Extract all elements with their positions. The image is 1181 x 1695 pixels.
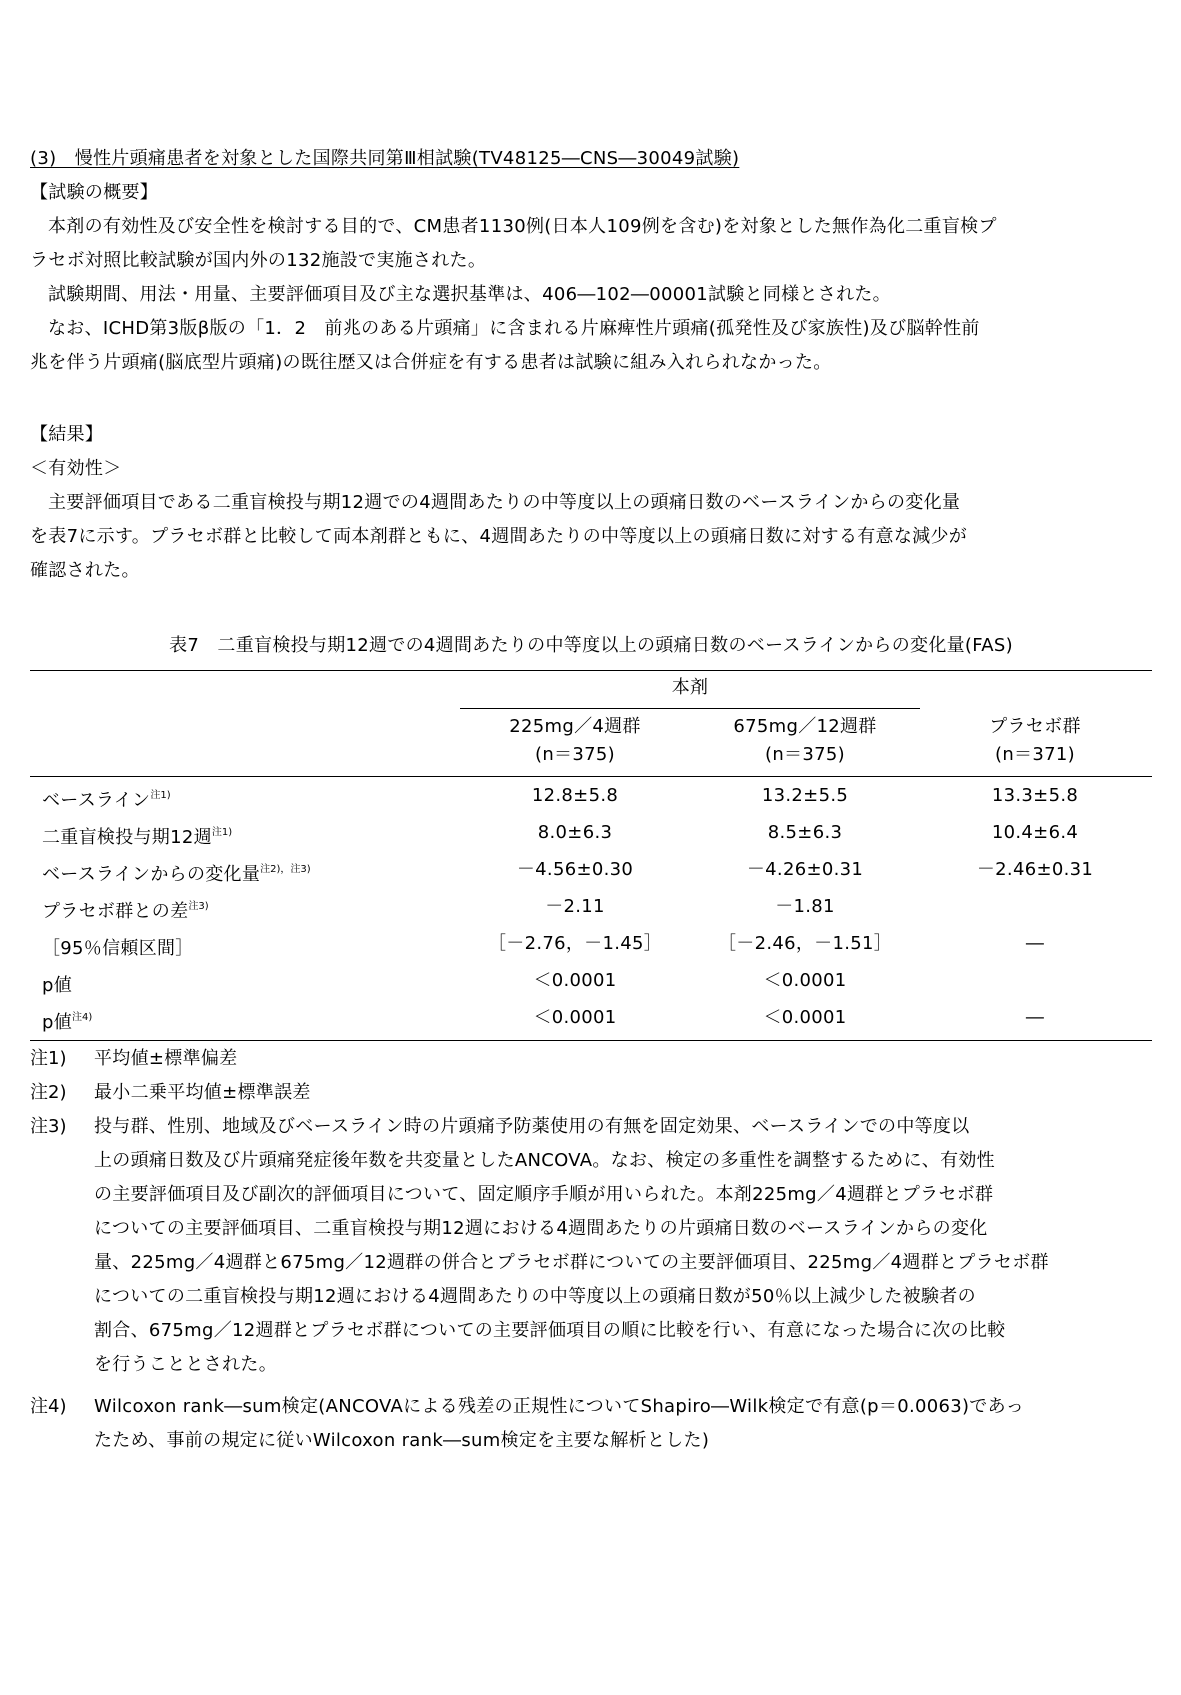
- note-text: たため、事前の規定に従いWilcoxon rank―sum検定を主要な解析とした): [94, 1430, 710, 1451]
- table-row-label: p値$^{注4)}$: [42, 1012, 93, 1033]
- note-text: についての二重盲検投与期12週における4週間あたりの中等度以上の頭痛日数が50％以上減少した被験者の: [94, 1286, 976, 1307]
- table-cell: ［－2.46，－1.51］: [717, 933, 893, 954]
- column-header-675mg: 675mg／12週群: [733, 716, 877, 737]
- group-header: 本剤: [671, 677, 709, 698]
- table-cell: －2.11: [545, 896, 605, 917]
- table-header-rule: [30, 776, 1152, 777]
- note-text: についての主要評価項目、二重盲検投与期12週における4週間あたりの片頭痛日数のベースラインからの変化: [94, 1218, 988, 1239]
- table-cell: ＜0.0001: [763, 970, 847, 991]
- overview-line: 本剤の有効性及び安全性を検討する目的で、CM患者1130例(日本人109例を含む)を対象とした無作為化二重盲検プ: [48, 216, 997, 237]
- table-cell: ［－2.76，－1.45］: [487, 933, 663, 954]
- note-tag: 注2): [30, 1082, 67, 1103]
- overview-line: ラセボ対照比較試験が国内外の132施設で実施された。: [30, 250, 487, 271]
- note-text: を行うこととされた。: [94, 1354, 277, 1375]
- column-header-225mg: 225mg／4週群: [509, 716, 641, 737]
- section-heading: (3) 慢性片頭痛患者を対象とした国際共同第Ⅲ相試験(TV48125―CNS―30049試験): [30, 148, 740, 169]
- table-caption: 表7 二重盲検投与期12週での4週間あたりの中等度以上の頭痛日数のベースラインからの変化量(FAS): [169, 635, 1013, 656]
- overview-line: 試験期間、用法・用量、主要評価項目及び主な選択基準は、406―102―00001試験と同様とされた。: [48, 284, 891, 305]
- table-row-label: ［95％信頼区間］: [42, 938, 194, 959]
- table-row-label: ベースラインからの変化量$^{注2),注3)}$: [42, 864, 311, 885]
- table-cell: ＜0.0001: [763, 1007, 847, 1028]
- efficacy-title: ＜有効性＞: [30, 458, 122, 479]
- results-title: 【結果】: [30, 424, 104, 445]
- column-n-placebo: (n＝371): [995, 744, 1075, 765]
- table-cell: 8.5±6.3: [767, 822, 843, 843]
- note-text: 量、225mg／4週群と675mg／12週群の併合とプラセボ群についての主要評価項目、225mg／4週群とプラセボ群: [94, 1252, 1049, 1273]
- note-text: 平均値±標準偏差: [94, 1048, 238, 1069]
- note-text: の主要評価項目及び副次的評価項目について、固定順序手順が用いられた。本剤225mg／4週群とプラセボ群: [94, 1184, 994, 1205]
- table-cell: －1.81: [775, 896, 835, 917]
- table-cell: 12.8±5.8: [531, 785, 619, 806]
- efficacy-line: を表7に示す。プラセボ群と比較して両本剤群ともに、4週間あたりの中等度以上の頭痛日数に対する有意な減少が: [30, 526, 968, 547]
- table-cell: 8.0±6.3: [537, 822, 613, 843]
- overview-title: 【試験の概要】: [30, 182, 159, 203]
- note-tag: 注3): [30, 1116, 67, 1137]
- table-cell: ―: [1025, 933, 1045, 954]
- note-text: 最小二乗平均値±標準誤差: [94, 1082, 311, 1103]
- note-text: Wilcoxon rank―sum検定(ANCOVAによる残差の正規性についてShapiro―Wilk検定で有意(p＝0.0063)であっ: [94, 1396, 1025, 1417]
- note-tag: 注1): [30, 1048, 67, 1069]
- table-cell: 13.2±5.5: [761, 785, 849, 806]
- column-header-placebo: プラセボ群: [989, 716, 1081, 737]
- table-top-rule: [30, 670, 1152, 671]
- table-cell: 10.4±6.4: [991, 822, 1079, 843]
- table-cell: －2.46±0.31: [976, 859, 1094, 880]
- table-row-label: ベースライン$^{注1)}$: [42, 790, 171, 811]
- table-cell: －4.56±0.30: [516, 859, 634, 880]
- overview-line: 兆を伴う片頭痛(脳底型片頭痛)の既往歴又は合併症を有する患者は試験に組み入れられなかった。: [30, 352, 832, 373]
- note-text: 投与群、性別、地域及びベースライン時の片頭痛予防薬使用の有無を固定効果、ベースラインでの中等度以: [94, 1116, 970, 1137]
- column-n-225mg: (n＝375): [535, 744, 615, 765]
- table-row-label: 二重盲検投与期12週$^{注1)}$: [42, 827, 233, 848]
- table-bottom-rule: [30, 1040, 1152, 1041]
- table-cell: ＜0.0001: [533, 1007, 617, 1028]
- efficacy-line: 主要評価項目である二重盲検投与期12週での4週間あたりの中等度以上の頭痛日数のベースラインからの変化量: [48, 492, 961, 513]
- note-text: 割合、675mg／12週群とプラセボ群についての主要評価項目の順に比較を行い、有意になった場合に次の比較: [94, 1320, 1006, 1341]
- table-cell: 13.3±5.8: [991, 785, 1079, 806]
- table-cell: ＜0.0001: [533, 970, 617, 991]
- table-row-label: p値: [42, 975, 73, 996]
- efficacy-line: 確認された。: [30, 560, 140, 581]
- column-n-675mg: (n＝375): [765, 744, 845, 765]
- table-cell: －4.26±0.31: [746, 859, 864, 880]
- table-row-label: プラセボ群との差$^{注3)}$: [42, 901, 209, 922]
- group-header-rule: [460, 708, 920, 709]
- note-tag: 注4): [30, 1396, 67, 1417]
- overview-line: なお、ICHD第3版β版の「1．2 前兆のある片頭痛」に含まれる片麻痺性片頭痛(孤発性及び家族性)及び脳幹性前: [48, 318, 980, 339]
- table-cell: ―: [1025, 1007, 1045, 1028]
- note-text: 上の頭痛日数及び片頭痛発症後年数を共変量としたANCOVA。なお、検定の多重性を調整するために、有効性: [94, 1150, 995, 1171]
